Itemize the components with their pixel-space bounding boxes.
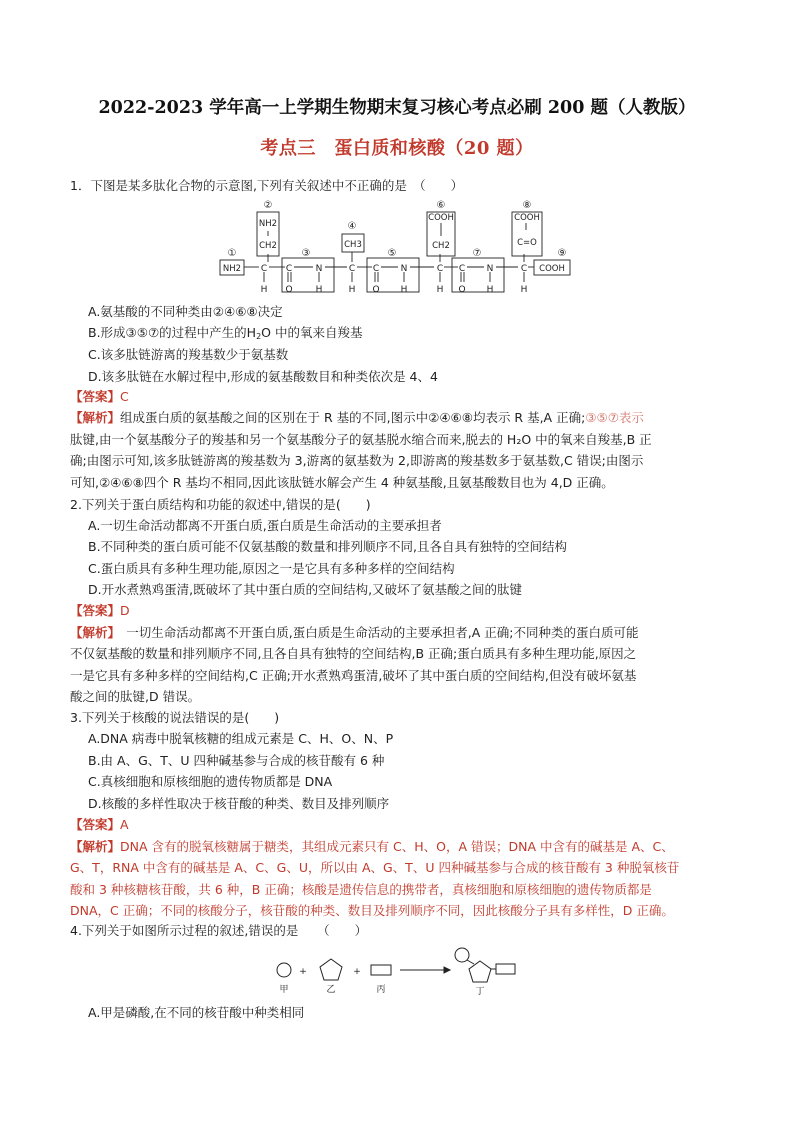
q3-option-a: A.DNA 病毒中脱氧核糖的组成元素是 C、H、O、N、P [88,731,394,746]
o-1: O [285,285,293,295]
label-8: ⑧ [522,200,532,211]
q2-analysis-line-4: 酸之间的肽键,D 错误。 [70,689,201,704]
backbone-c6: C [458,264,466,274]
q2-option-c: C.蛋白质具有多种生理功能,原因之一是它具有多种多样的空间结构 [88,561,455,576]
backbone-c2: C [285,264,293,274]
backbone-n2: N [400,264,408,274]
q3-option-d: D.核酸的多样性取决于核苷酸的种类、数目及排列顺序 [88,796,390,811]
page-title: 2022-2023 学年高一上学期生物期末复习核心考点必刷 200 题（人教版） [98,98,696,118]
label-6: ⑥ [436,200,446,211]
q1-analysis-line-3: 确;由图示可知,该多肽链游离的羧基数为 3,游离的氨基数为 2,即游离的羧基数多于氨基数,C 错误;由图示 [70,453,644,468]
q1-option-c: C.该多肽链游离的羧基数少于氨基数 [88,347,289,362]
q1-analysis-line-1: 【解析】组成蛋白质的氨基酸之间的区别在于 R 基的不同,图示中②④⑥⑧均表示 R 基,A 正确;③⑤⑦表示 [70,410,644,425]
r6-ch2: CH2 [432,241,450,251]
section-title: 考点三 蛋白质和核酸（20 题） [260,138,534,159]
backbone-c7: C [520,264,528,274]
q2-analysis-line-1: 【解析】 一切生命活动都离不开蛋白质,蛋白质是生命活动的主要承担者,A 正确;不同种类的蛋白质可能 [70,625,639,640]
backbone-c4: C [372,264,380,274]
plus-1: + [299,967,307,977]
h-4: H [400,285,408,295]
backbone-n3: N [486,264,494,274]
q2-option-b: B.不同种类的蛋白质可能不仅氨基酸的数量和排列顺序不同,且各自具有独特的空间结构 [88,539,568,554]
polypeptide-diagram [212,196,582,300]
q3-analysis-line-3: 酸和 3 种核糖核苷酸，共 6 种，B 正确；核酸是遗传信息的携带者，真核细胞和原核细胞的遗传物质都是 [70,882,652,897]
q4-option-a: A.甲是磷酸,在不同的核苷酸中种类相同 [88,1005,305,1020]
r4-ch3: CH3 [344,240,362,250]
c-terminus: COOH [539,264,565,274]
backbone-c1: C [260,264,268,274]
r8-cooh: COOH [514,213,540,223]
q3-analysis-line-4: DNA，C 正确；不同的核酸分子，核苷酸的种类、数目及排列顺序不同，因此核酸分子具有多样性，D 正确。 [70,903,674,918]
label-9: ⑨ [557,248,567,259]
q2-analysis-line-2: 不仅氨基酸的数量和排列顺序不同,且各自具有独特的空间结构,B 正确;蛋白质具有多种生理功能,原因之 [70,646,637,661]
label-ding: 丁 [475,987,485,996]
h-1: H [260,285,268,295]
o-3: O [458,285,466,295]
q3-answer: 【答案】A [70,817,129,832]
label-3: ③ [301,248,311,259]
q3-option-b: B.由 A、G、T、U 四种碱基参与合成的核苷酸有 6 种 [88,753,385,768]
pentose-pentagon [320,959,342,980]
q1-option-d: D.该多肽链在水解过程中,形成的氨基酸数目和种类依次是 4、4 [88,369,438,384]
question-1-stem: 1．下图是某多肽化合物的示意图,下列有关叙述中不正确的是 （ ） [70,178,464,193]
nucleotide-pentagon [469,961,491,982]
q3-analysis-line-2: G、T，RNA 中含有的碱基是 A、C、G、U，所以由 A、G、T、U 四种碱基参与合成的核苷酸有 3 种脱氧核苷 [70,860,680,875]
o-2: O [372,285,380,295]
label-bing: 丙 [376,985,386,995]
question-2-stem: 2.下列关于蛋白质结构和功能的叙述中,错误的是( ) [70,497,371,512]
label-4: ④ [347,221,357,232]
r6-cooh: COOH [428,213,454,223]
label-7: ⑦ [472,248,482,259]
q3-option-c: C.真核细胞和原核细胞的遗传物质都是 DNA [88,774,333,789]
question-4-stem: 4.下列关于如图所示过程的叙述,错误的是 （ ） [70,923,368,938]
backbone-c5: C [436,264,444,274]
h-3: H [348,285,356,295]
h-7: H [520,285,528,295]
q1-analysis-line-4: 可知,②④⑥⑧四个 R 基均不相同,因此该肽链水解会产生 4 种氨基酸,且氨基酸数目也为 4,D 正确。 [70,475,614,490]
n-term: NH2 [222,264,242,274]
r8-ceo: C=O [517,238,537,248]
phosphate-circle [277,963,291,977]
nucleotide-base [496,964,515,974]
q2-answer: 【答案】D [70,603,130,618]
question-3-stem: 3.下列关于核酸的说法错误的是( ) [70,710,280,725]
q3-analysis-line-1: 【解析】DNA 含有的脱氧核糖属于糖类，其组成元素只有 C、H、O，A 错误；DNA 中含有的碱基是 A、C、 [70,839,674,854]
h-5: H [436,285,444,295]
r2-nh2: NH2 [258,219,278,229]
q1-analysis-line-2: 肽键,由一个氨基酸分子的羧基和另一个氨基酸分子的氨基脱水缩合而来,脱去的 H₂O 中的氧来自羧基,B 正 [70,432,652,447]
q2-option-d: D.开水煮熟鸡蛋清,既破坏了其中蛋白质的空间结构,又破坏了氨基酸之间的肽键 [88,582,523,597]
plus-2: + [353,967,361,977]
q2-analysis-line-3: 一是它具有多种多样的空间结构,C 正确;开水煮熟鸡蛋清,破坏了其中蛋白质的空间结构,但没有破坏氨基 [70,668,637,683]
label-yi: 乙 [326,985,336,995]
r2-ch2: CH2 [259,241,277,251]
label-5: ⑤ [387,248,397,259]
q1-option-a: A.氨基酸的不同种类由②④⑥⑧决定 [88,304,283,319]
q1-answer: 【答案】C [70,389,129,404]
h-6: H [486,285,494,295]
nucleotide-diagram [270,944,520,996]
base-rectangle [371,965,391,975]
backbone-c3: C [348,264,356,274]
backbone-n1: N [315,264,323,274]
q1-option-b: B.形成③⑤⑦的过程中产生的$H_2O$ 中的氧来自羧基 [88,325,363,341]
label-2: ② [263,200,273,211]
h-2: H [315,285,323,295]
label-jia: 甲 [279,985,289,995]
q2-option-a: A.一切生命活动都离不开蛋白质,蛋白质是生命活动的主要承担者 [88,518,442,533]
label-1: ① [227,248,237,259]
